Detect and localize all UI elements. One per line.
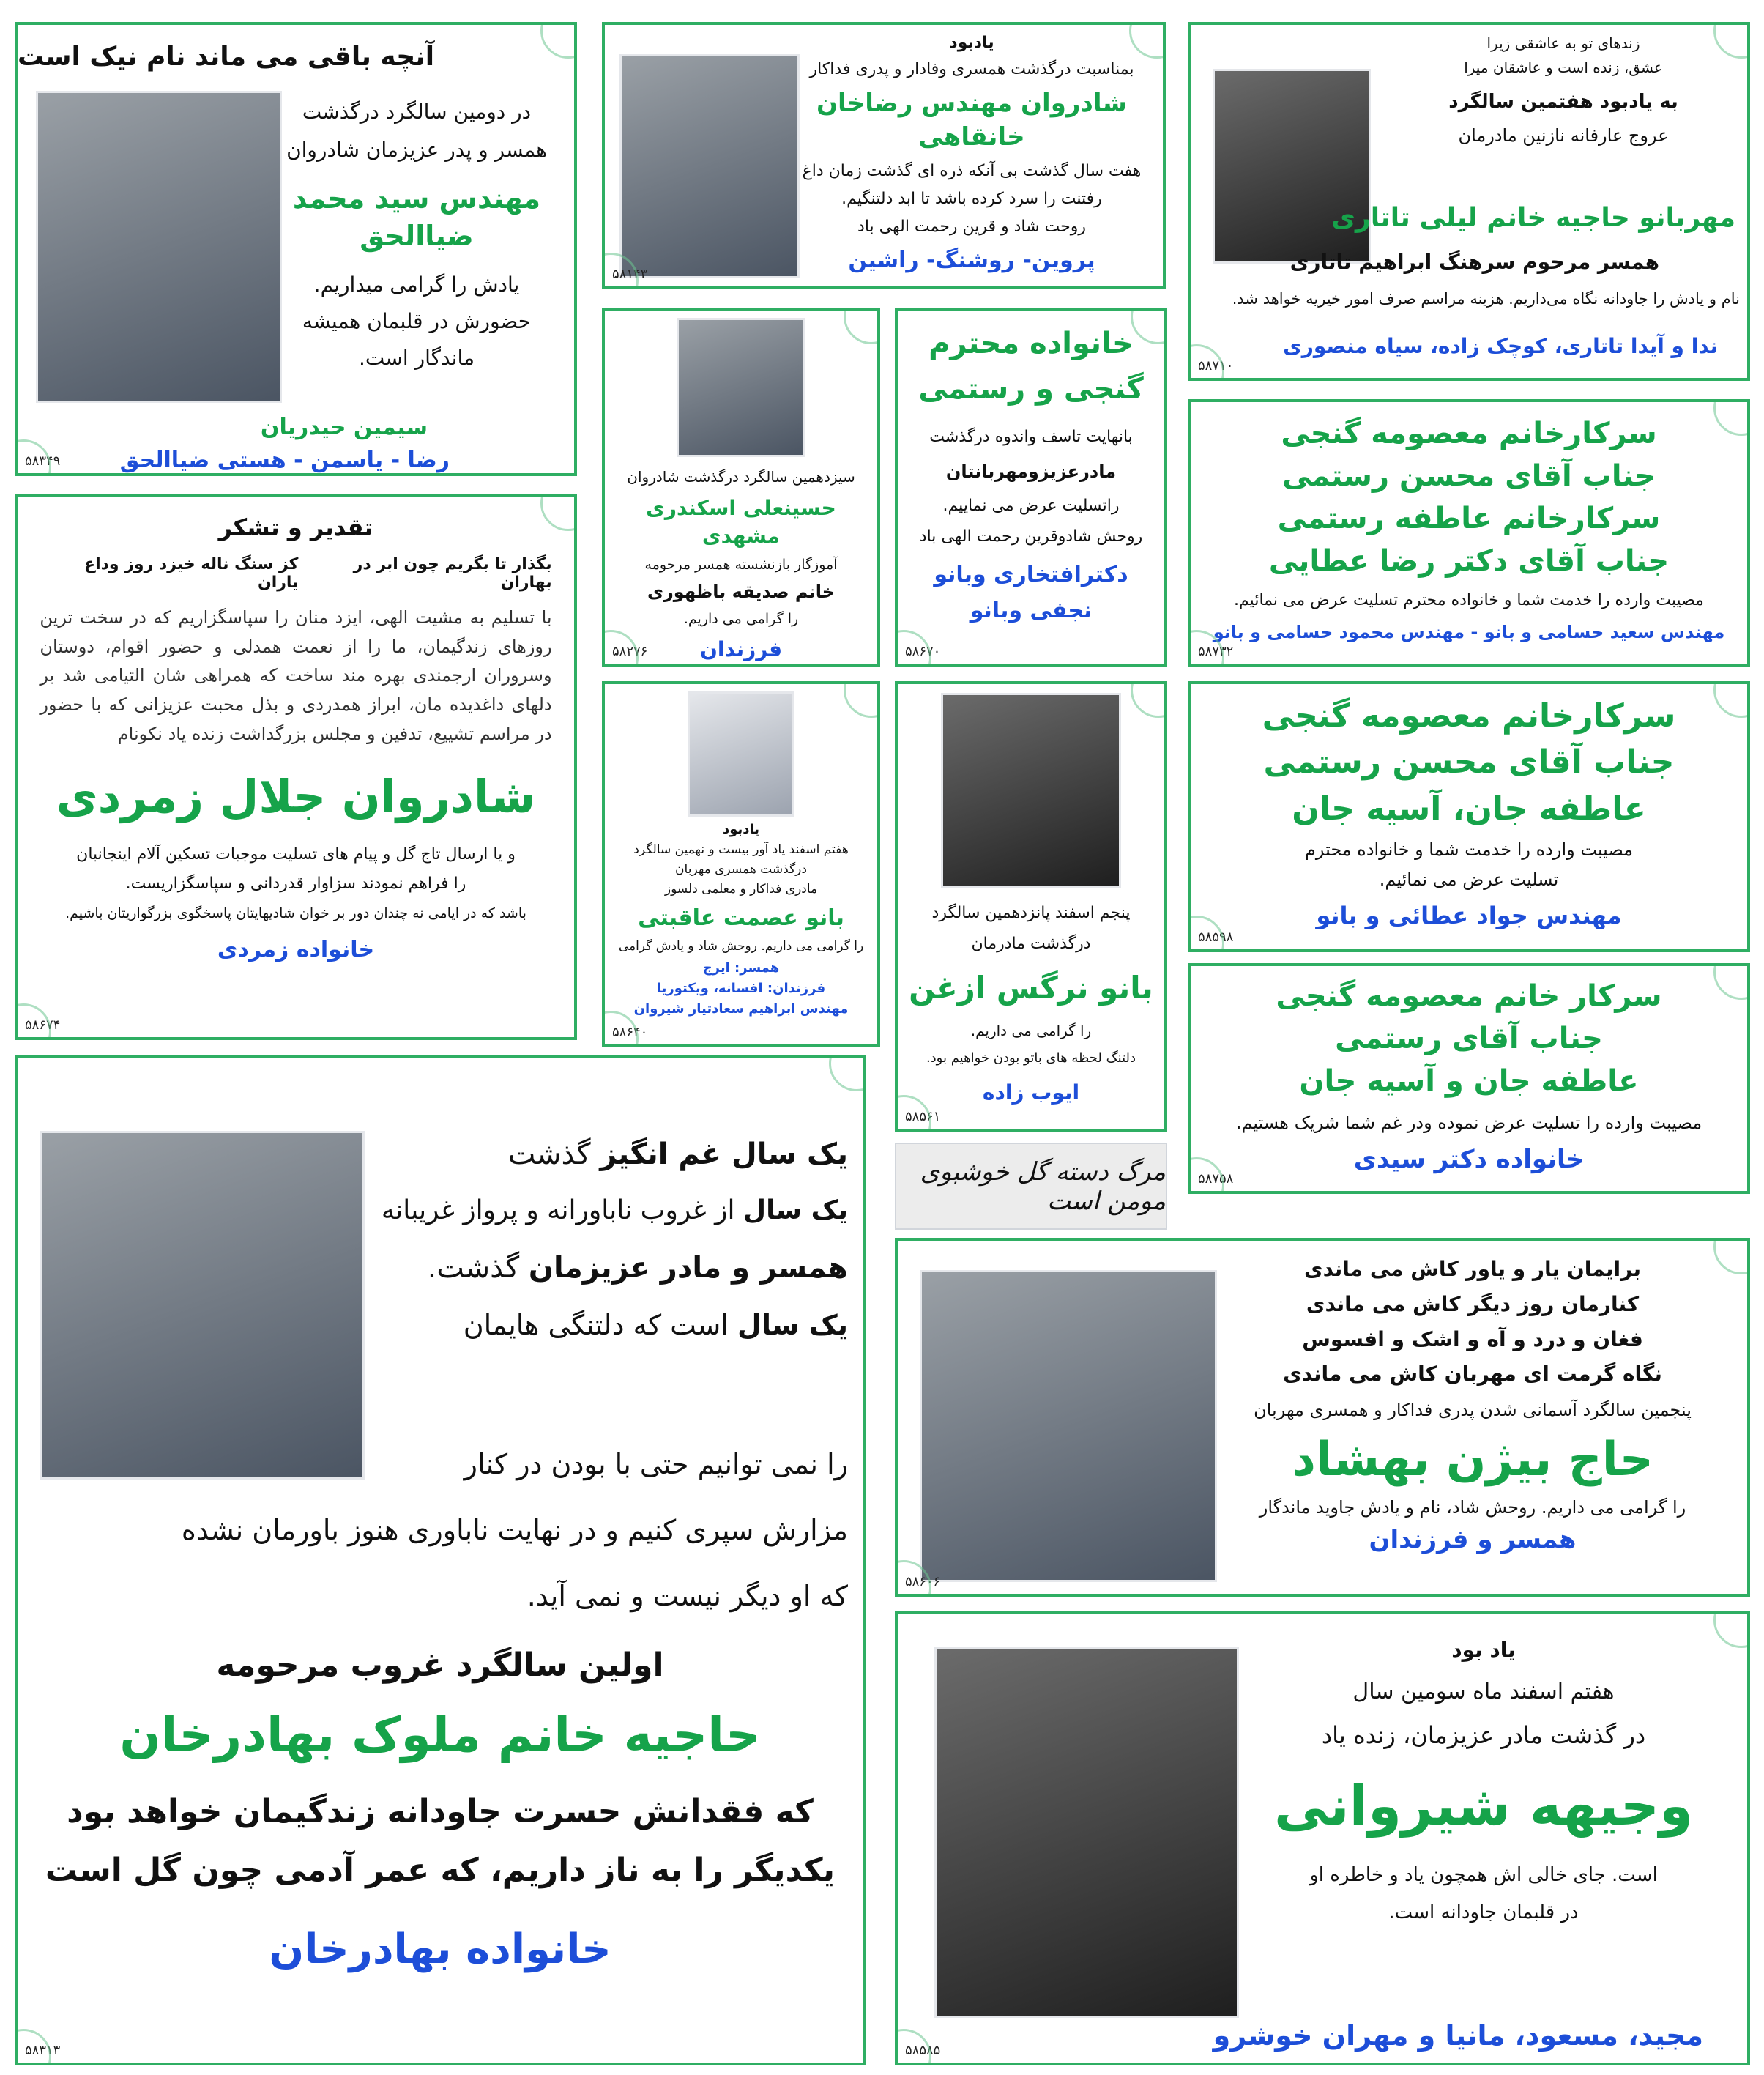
text-line: دلتنگ لحظه های باتو بودن خواهیم بود.: [926, 1050, 1136, 1066]
portrait-photo: [40, 1131, 365, 1480]
ad-bahadorkhan: [15, 1055, 866, 2065]
deceased-name: شادروان جلال زمردی: [56, 770, 536, 824]
text-line: [365, 1193, 848, 1229]
text-line: مصیبت وارده را خدمت شما و خانواده محترم: [1304, 839, 1634, 861]
ad-khanghahi: [602, 22, 1166, 289]
recipient-name: سرکارخانم معصومه گنجی: [1262, 697, 1676, 735]
ad-ziaolhagh: [15, 22, 577, 476]
text-line: آموزگار بازنشسته همسر مرحومه: [644, 556, 838, 573]
text-line: اولین سالگرد غروب مرحومه: [216, 1647, 664, 1684]
ad-number: ۵۸۷۵۸: [1198, 1171, 1234, 1187]
text-line: و یا ارسال تاج گل و پیام های تسلیت موجبات تسکین آلام اینجانبان: [76, 845, 516, 864]
text-line: مزارش سپری کنیم و در نهایت ناباوری هنوز باورمان نشده: [181, 1514, 848, 1546]
text-line: تسلیت عرض می نمائیم.: [1379, 869, 1559, 890]
signature: خانواده زمردی: [217, 936, 375, 962]
text-line: مصیبت وارده را تسلیت عرض نموده ودر غم شما شریک هستیم.: [1235, 1113, 1702, 1133]
text-line: عشق، زنده است و عاشقان میرا: [1464, 59, 1663, 76]
heading: گنجی و رستمی: [918, 372, 1144, 406]
text-line: یادبود: [722, 822, 760, 837]
ad-body: [365, 1135, 848, 1344]
text-line: در گذشت مادر عزیزمان، زنده یاد: [1321, 1721, 1646, 1750]
text-line: را گرامی می داریم.: [970, 1022, 1092, 1040]
text-line: به یادبود هفتمین سالگرد: [1448, 91, 1678, 113]
portrait-photo: [934, 1647, 1239, 2018]
text-line: عروج عارفانه نازنین مادرمان: [1458, 125, 1669, 146]
signature: فرزندان: [699, 637, 783, 662]
text-line: هفتم اسفند یاد آور بیست و نهمین سالگرد: [633, 842, 849, 858]
deceased-name: وجیهه شیروانی: [1273, 1775, 1694, 1838]
ad-number: ۵۸۶۰۶: [905, 1574, 941, 1589]
text-line: است. جای خالی اش همچون یاد و خاطره او: [1309, 1864, 1658, 1887]
text-line: مادری فداکار و معلمی دلسوز: [664, 882, 818, 897]
signature: مهندس سعید حسامی و بانو - مهندس محمود حسامی و بانو: [1213, 621, 1725, 642]
portrait-photo: [920, 1270, 1217, 1582]
text-line: روحت شاد و قرین رحمت الهی باد: [857, 217, 1086, 236]
portrait-photo: [619, 54, 800, 278]
emphasis: یک سال: [743, 1195, 848, 1225]
quote-text: مرگ دسته گل خوشبوی مومن است: [920, 1157, 1166, 1216]
text-line: که فقدانش حسرت جاودانه زندگیمان خواهد بود: [67, 1793, 814, 1830]
ad-number: ۵۸۳۴۹: [25, 453, 61, 469]
ad-number: ۵۸۵۹۸: [1198, 929, 1234, 945]
poem-line: بگذار تا بگریم چون ابر در بهاران: [353, 555, 552, 593]
ad-number: ۵۸۱۴۳: [612, 267, 648, 282]
text-line: همسر و پدر عزیزمان شادروان: [286, 137, 547, 162]
ad-ataei: [1188, 681, 1750, 952]
text-line: باشد که در ایامی نه چندان دور بر خوان شادیهایتان پاسخگوی بزرگواریتان باشیم.: [65, 905, 526, 922]
text-line: هفت سال گذشت بی آنکه ذره ای گذشت زمان داغ: [802, 162, 1142, 181]
portrait-photo: [941, 693, 1121, 888]
text-line: پنجم اسفند پانزدهمین سالگرد: [931, 904, 1131, 922]
text-line: را گرامی می داریم.: [683, 610, 799, 627]
ad-title: آنچه باقی می ماند نام نیک است: [18, 42, 435, 72]
recipient-name: جناب آقای رستمی: [1335, 1022, 1603, 1055]
ad-number: ۵۸۵۶۱: [905, 1109, 941, 1124]
ad-number: ۵۸۷۱۰: [1198, 358, 1234, 374]
ad-eskandari: [602, 308, 880, 667]
text-line: نام و یادش را جاودانه نگاه می‌داریم. هزینه مراسم صرف امور خیریه خواهد شد.: [1232, 290, 1740, 308]
recipient-name: سرکارخانم معصومه گنجی: [1281, 417, 1657, 450]
recipient-name: جناب آقای محسن رستمی: [1282, 459, 1656, 493]
text-line: را گرامی می داریم. روحش شاد، نام و یادش جاوید ماندگار: [1259, 1496, 1686, 1518]
text-line: یاد بود: [1451, 1638, 1516, 1662]
signature: پروین- روشنگ- راشین: [848, 248, 1095, 274]
text-line: که او دیگر نیست و نمی آید.: [526, 1580, 848, 1612]
portrait-photo: [677, 318, 805, 457]
emphasis: همسر و مادر عزیزمان: [528, 1250, 848, 1285]
signature: نجفی وبانو: [970, 597, 1093, 623]
text-line: بانهایت تاسف واندوه درگذشت: [929, 428, 1133, 446]
poem-line: کنارمان روز دیگر کاش می ماندی: [1306, 1291, 1640, 1316]
text-span: گذشت: [507, 1137, 600, 1171]
signature: دکترافتخاری وبانو: [934, 562, 1128, 588]
ad-hesami: [1188, 399, 1750, 667]
text-line: [365, 1248, 848, 1288]
text-span: است که دلتنگی هایمان: [463, 1308, 737, 1341]
signature: همسر: ایرج: [702, 959, 780, 976]
ad-number: ۵۸۵۸۵: [905, 2043, 941, 2058]
text-line: همسر مرحوم سرهنگ ابراهیم تاتاری: [1289, 250, 1659, 274]
recipient-name: جناب آقای دکتر رضا عطایی: [1268, 544, 1670, 578]
deceased-name: حاجیه خانم ملوک بهادرخان: [119, 1707, 761, 1763]
recipient-name: جناب آقای محسن رستمی: [1263, 743, 1675, 782]
text-line: هفتم اسفند ماه سومین سال: [1352, 1678, 1615, 1704]
poem-line: کز سنگ ناله خیزد روز وداع یاران: [84, 555, 299, 593]
text-line: [365, 1135, 848, 1174]
text-line: زندهای تو به عاشقی زیرا: [1486, 34, 1640, 52]
signature: خانواده دکتر سیدی: [1353, 1145, 1585, 1175]
poem-line: نگاه گرمت ای مهربان کاش می ماندی: [1283, 1362, 1662, 1387]
deceased-name: حسینعلی اسکندری مشهدی: [646, 495, 836, 548]
deceased-name: بانو عصمت عاقبتی: [638, 905, 844, 932]
text-line: در قلبمان جاودانه است.: [1388, 1901, 1579, 1924]
recipient-name: سرکارخانم عاطفه رستمی: [1277, 502, 1661, 535]
deceased-name: مهربانو حاجیه خانم لیلی تاتاری: [1331, 203, 1735, 233]
text-line: سیزدهمین سالگرد درگذشت شادروان: [627, 467, 855, 486]
text-line: را فراهم نمودند سزاوار قدردانی و سپاسگزاریست.: [125, 874, 466, 893]
portrait-photo: [688, 691, 794, 817]
text-line: بمناسبت درگذشت همسری وفادار و پدری فداکار: [809, 59, 1134, 78]
signature: ندا و آیدا تاتاری، کوچک زاده، سیاه منصوری: [1283, 334, 1718, 358]
text-line: مصیبت وارده را خدمت شما و خانواده محترم تسلیت عرض می نمائیم.: [1234, 591, 1704, 609]
recipient-name: سرکار خانم معصومه گنجی: [1276, 979, 1662, 1013]
ad-seyyedi: [1188, 963, 1750, 1194]
text-line: [365, 1307, 848, 1344]
ad-shirvani: [895, 1611, 1750, 2065]
deceased-name: حاج بیژن بهشاد: [1292, 1432, 1653, 1487]
signature: مهندس جواد عطائی و بانو: [1316, 901, 1622, 929]
ad-behshad: [895, 1238, 1750, 1597]
text-line: پنجمین سالگرد آسمانی شدن پدری فداکار و همسری مهربان: [1254, 1400, 1692, 1421]
text-span: گذشت.: [427, 1250, 529, 1285]
text-line: خانم صدیقه باظهوری: [647, 582, 836, 603]
ad-number: ۵۸۶۴۰: [612, 1025, 648, 1040]
text-line: را گرامی می داریم. روحش شاد و یادش گرامی: [618, 938, 864, 954]
text-line: حضورش در قلبمان همیشه: [302, 308, 532, 333]
quote-box: [895, 1143, 1167, 1230]
recipient-name: عاطفه جان، آسیه جان: [1292, 790, 1646, 828]
emphasis: یک سال غم انگیز: [600, 1137, 848, 1171]
ad-body: [274, 98, 559, 372]
text-span: از غروب ناباورانه و پرواز غریبانه: [381, 1195, 735, 1225]
text-line: در دومین سالگرد درگذشت: [302, 100, 532, 124]
portrait-photo: [36, 91, 282, 403]
ad-title: تقدیر و تشکر: [218, 513, 373, 541]
poem-line: برایمان یار و یاور کاش می ماندی: [1303, 1257, 1642, 1281]
text-line: درگذشت همسری مهربان: [675, 862, 807, 877]
ad-number: ۵۸۷۳۲: [1198, 644, 1234, 659]
signature: ایوب زاده: [982, 1080, 1080, 1105]
text-line: را نمی توانیم حتی با بودن در کنار: [464, 1448, 848, 1480]
poem-line: فغان و درد و آه و اشک و افسوس: [1302, 1326, 1643, 1351]
signature: مهندس ابراهیم سعادتیار شیروان: [633, 1001, 849, 1017]
ad-azghan: [895, 681, 1167, 1132]
poem-row: [40, 555, 551, 592]
ad-tatari: [1188, 22, 1750, 381]
deceased-name: شادروان مهندس رضاخان خانقاهی: [816, 89, 1128, 152]
ad-body: [1257, 1636, 1711, 1926]
text-line: یادش را گرامی میداریم.: [313, 272, 520, 297]
text-line: درگذشت مادرمان: [971, 934, 1091, 953]
body-text: با تسلیم به مشیت الهی، ایزد منان را سپاسگزاریم که در سخت ترین روزهای زندگیمان، ما را از نعمت همدلی و حضور اقوام، دوستان وسروران ارجمندی بهره مند ساخت که همراهی شان التیامی شد بر دلهای داغدیده مان، ابراز همدردی و بذل محبت عزیزانی که با حضور در مراسم تشییع، تدفین و مجلس بزرگداشت زنده یاد نکونام: [40, 607, 552, 744]
ad-number: ۵۸۶۷۰: [905, 644, 941, 659]
ad-number: ۵۸۶۷۴: [25, 1017, 61, 1033]
ad-number: ۵۸۳۱۳: [25, 2043, 61, 2058]
text-line: روحش شادوقرین رحمت الهی باد: [919, 527, 1143, 546]
text-line: یکدیگر را به ناز داریم، که عمر آدمی چون گل است: [45, 1852, 836, 1889]
text-line: ماندگار است.: [359, 345, 475, 370]
signature: رضا - یاسمن - هستی ضیاالحق: [119, 448, 450, 473]
signature: همسر و فرزندان: [1369, 1525, 1577, 1555]
text-line: راتسلیت عرض می نماییم.: [942, 497, 1120, 516]
deceased-name: بانو نرگس ازغن: [909, 970, 1153, 1006]
ad-body: [792, 32, 1151, 276]
text-line: یادبود: [949, 34, 994, 52]
signature: فرزندان: افسانه، ویکتوریا: [656, 980, 826, 996]
signature: خانواده بهادرخان: [269, 1926, 611, 1973]
deceased-name: مهندس سید محمد ضیاالحق: [292, 182, 541, 252]
ad-aghebati: [602, 681, 880, 1047]
ad-body: [1391, 34, 1735, 147]
ad-zomorrodi: [15, 494, 577, 1040]
ad-number: ۵۸۲۷۶: [612, 644, 648, 659]
heading: خانواده محترم: [928, 327, 1134, 360]
emphasis: یک سال: [737, 1308, 848, 1341]
signature: مجید، مسعود، مانیا و مهران خوشرو: [1213, 2019, 1703, 2052]
signature: سیمین حیدریان: [260, 415, 428, 440]
text-line: مادرعزیزومهربانتان: [945, 461, 1117, 482]
text-line: رفتنت را سرد کرده باشد تا ابد دلتنگیم.: [841, 189, 1102, 208]
recipient-name: عاطفه جان و آسیه جان: [1299, 1064, 1639, 1098]
ad-ganji-rostami-1: [895, 308, 1167, 667]
ad-body: [1220, 1255, 1725, 1557]
